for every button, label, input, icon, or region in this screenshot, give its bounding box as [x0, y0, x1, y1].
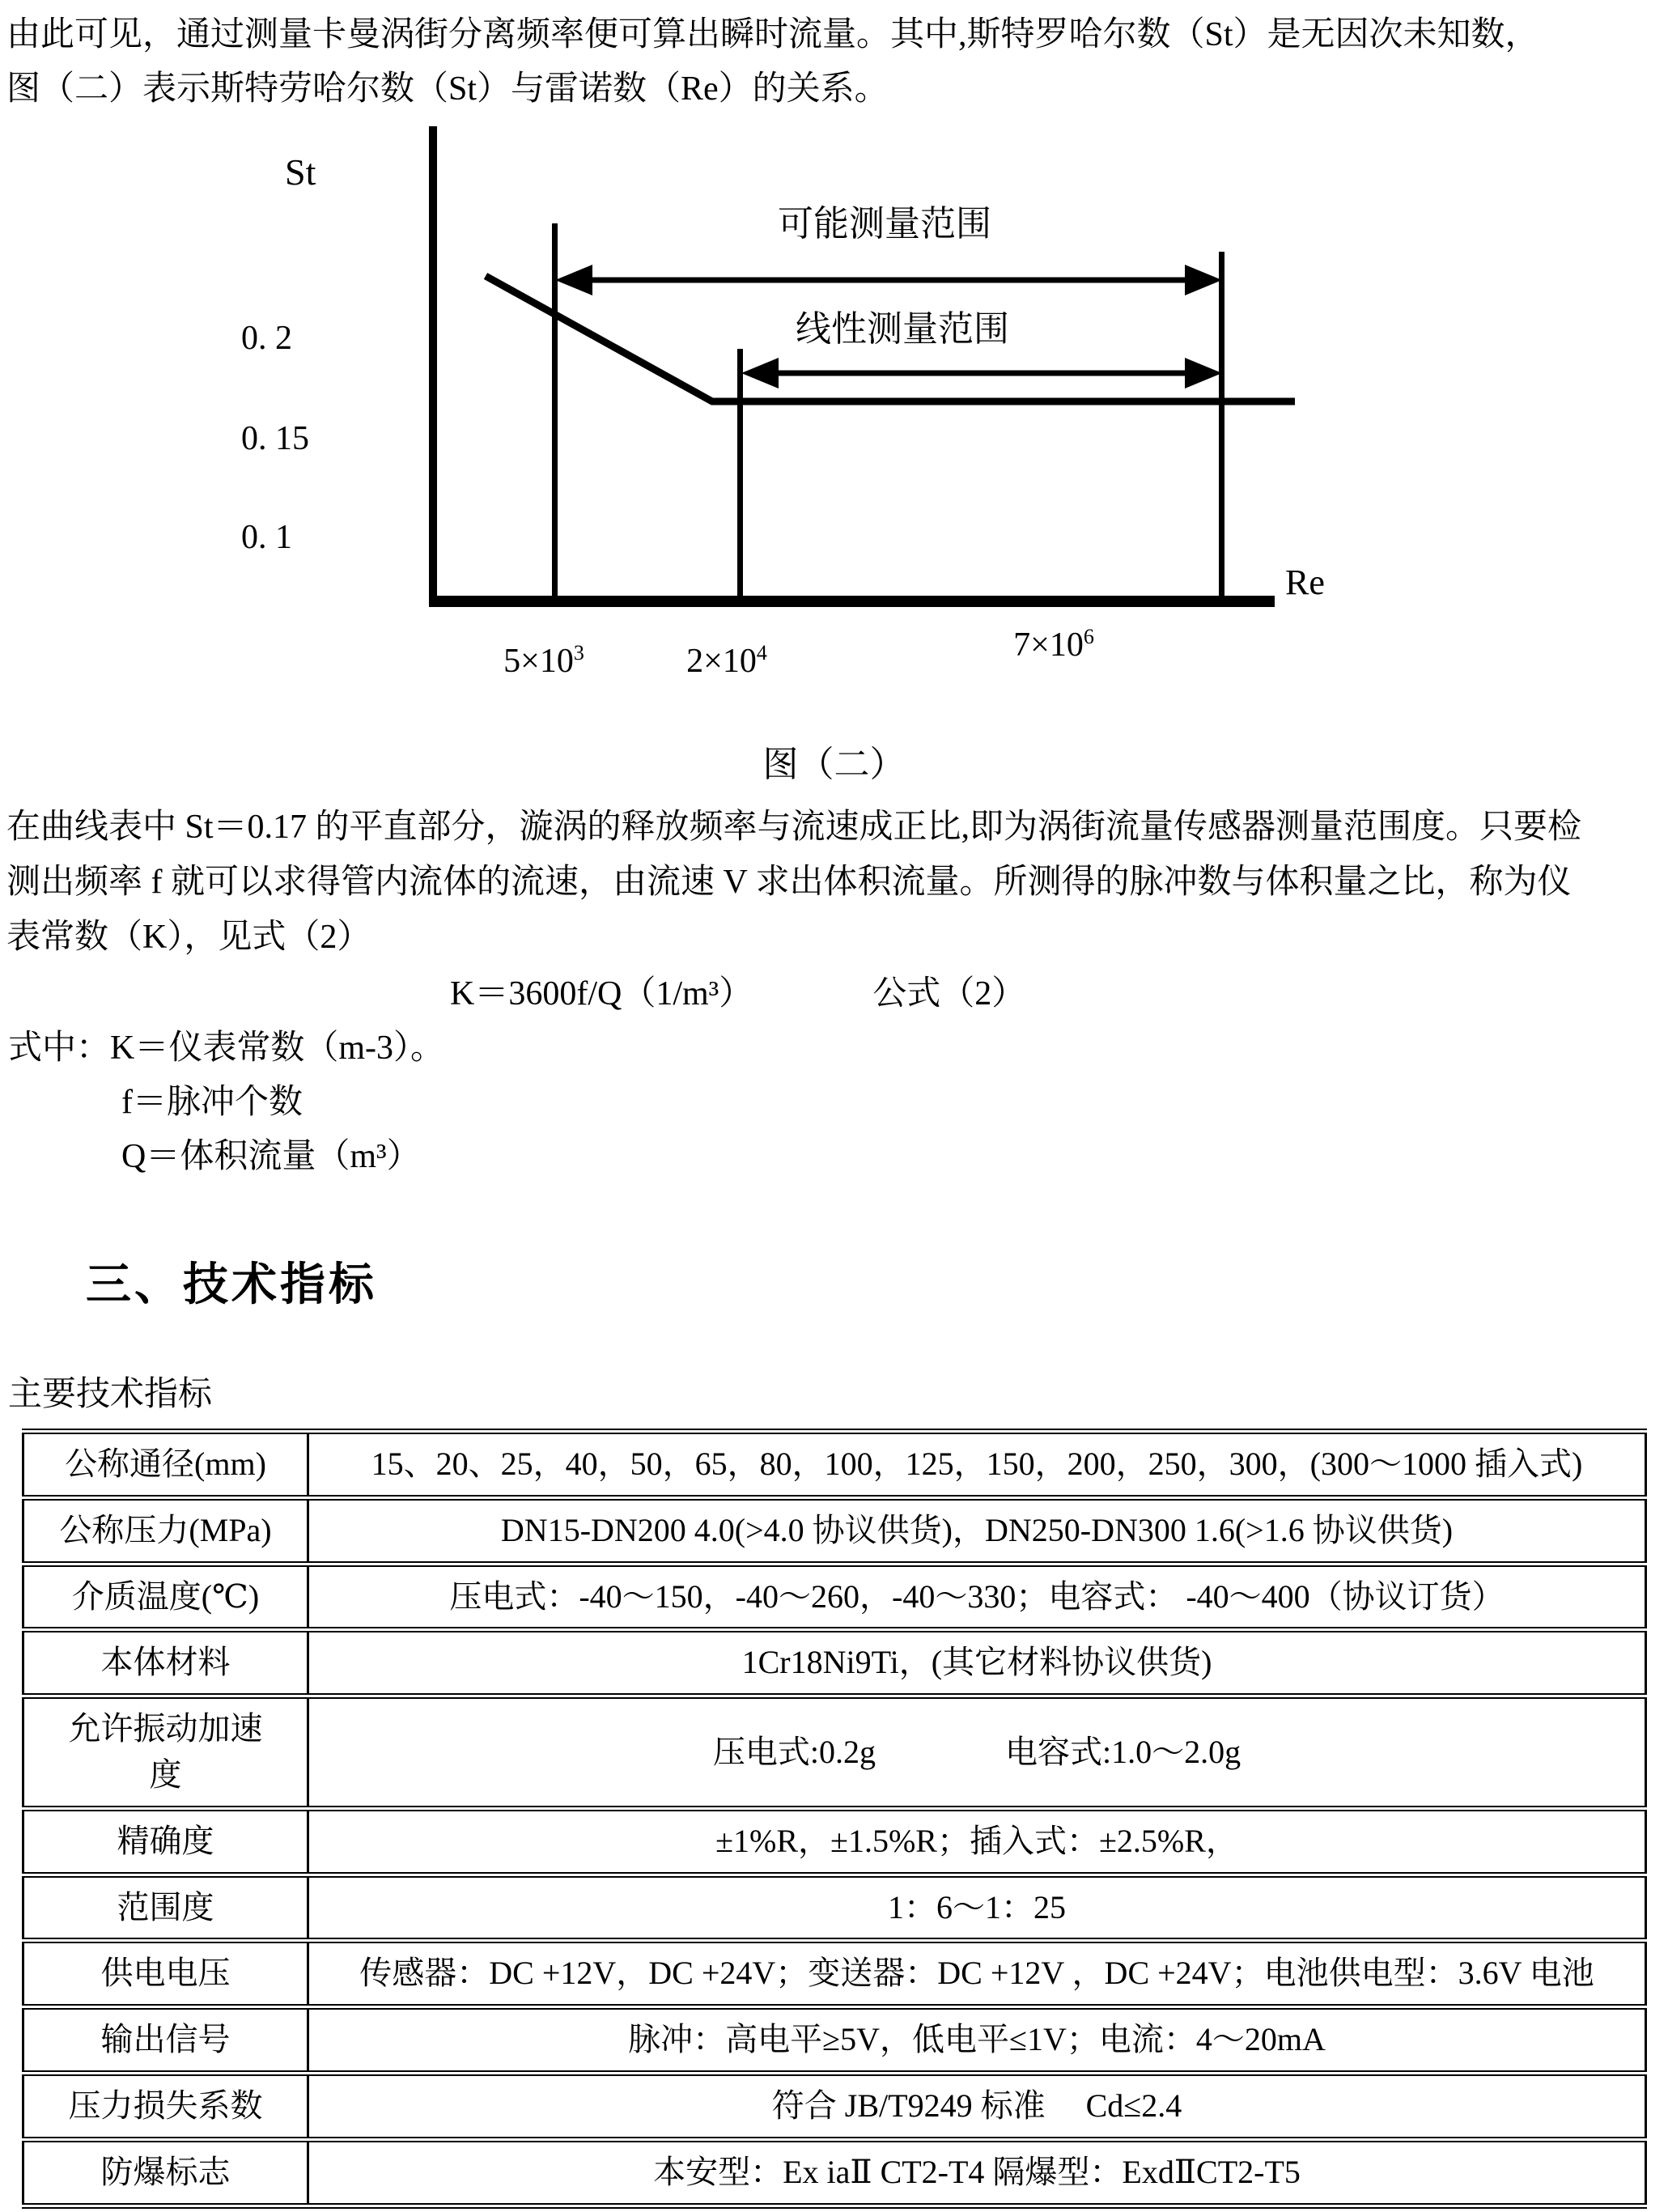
table-row — [23, 1432, 1646, 1498]
row-label: 防爆标志 — [100, 2153, 231, 2190]
row-value: 本安型：Ex iaⅡ CT2-T4 隔爆型：ExdⅡCT2-T5 — [308, 2139, 1646, 2206]
body-line-1: 在曲线表中 St＝0.17 的平直部分，漩涡的释放频率与流速成正比,即为涡街流量传感器测量范围度。只要检 — [6, 809, 1582, 846]
row-label: 范围度 — [117, 1888, 214, 1925]
x-tick-7e6: $7\times 10^6$ — [1013, 625, 1094, 664]
formula-number: 公式（2） — [872, 975, 1026, 1013]
row-label: 供电电压 — [100, 1955, 231, 1992]
possible-range-label: 可能测量范围 — [778, 204, 991, 244]
table-row — [23, 2139, 1646, 2206]
y-tick-0-2: 0. 2 — [241, 320, 292, 357]
row-value: 压电式：-40～150，-40～260，-40～330；电容式： -40～400（协议订货） — [308, 1564, 1646, 1630]
table-row — [23, 1564, 1646, 1630]
linear-range-label: 线性测量范围 — [796, 309, 1009, 349]
x-axis-title: Re — [1285, 563, 1325, 602]
y-tick-0-15: 0. 15 — [241, 420, 309, 457]
row-value: 1：6～1：25 — [308, 1874, 1646, 1941]
row-label: 公称通径(mm) — [65, 1446, 266, 1482]
x-tick-2e4: $2\times 10^4$ — [686, 641, 767, 680]
symbol-definitions — [0, 1021, 1668, 1184]
row-label: 介质温度(℃) — [71, 1577, 260, 1615]
definition-f: f＝脉冲个数 — [121, 1084, 303, 1121]
table-row — [23, 1941, 1646, 2007]
row-label: 压力损失系数 — [68, 2087, 263, 2124]
table-row — [23, 1874, 1646, 1941]
spec-table — [22, 1429, 1647, 2209]
row-value: ±1%R，±1.5%R；插入式：±2.5%R， — [308, 1808, 1646, 1874]
table-subtitle: 主要技术指标 — [8, 1376, 213, 1413]
row-label: 公称压力(MPa) — [59, 1511, 272, 1548]
intro-line-1: 由此可见，通过测量卡曼涡街分离频率便可算出瞬时流量。其中,斯特罗哈尔数（St）是无因次未知数， — [6, 16, 1539, 53]
row-value: 脉冲：高电平≥5V，低电平≤1V；电流：4～20mA — [308, 2007, 1646, 2074]
body-paragraph — [0, 787, 1668, 965]
row-value: 压电式:0.2g 电容式:1.0～2.0g — [308, 1696, 1646, 1809]
row-label: 输出信号 — [100, 2021, 231, 2058]
row-value: 1Cr18Ni9Ti，(其它材料协议供货) — [308, 1630, 1646, 1696]
row-label: 精确度 — [117, 1822, 214, 1859]
row-value: 传感器：DC +12V，DC +24V；变送器：DC +12V ，DC +24V；电池供电型：3.6V 电池 — [308, 1941, 1646, 2007]
row-label: 允许振动加速度 — [68, 1710, 263, 1793]
table-row — [23, 2007, 1646, 2074]
body-line-2: 测出频率 f 就可以求得管内流体的流速，由流速 V 求出体积流量。所测得的脉冲数与体积量之比，称为仪 — [6, 864, 1572, 901]
definition-k: 式中：K＝仪表常数（m-3）。 — [8, 1030, 444, 1067]
table-row — [23, 1696, 1646, 1809]
table-row — [23, 1497, 1646, 1564]
section-heading: 三、技术指标 — [86, 1259, 377, 1310]
body-line-3: 表常数（K），见式（2） — [6, 919, 371, 956]
x-tick-5e3: $5\times 10^3$ — [503, 641, 584, 680]
row-value: 15、20、25，40，50，65，80，100，125，150，200，250，300，(300～1000 插入式) — [308, 1432, 1646, 1498]
table-row — [23, 1808, 1646, 1874]
y-tick-0-1: 0. 1 — [241, 519, 292, 556]
row-value: 符合 JB/T9249 标准 Cd≤2.4 — [308, 2073, 1646, 2139]
definition-q: Q＝体积流量（m³） — [121, 1138, 421, 1175]
row-label: 本体材料 — [100, 1644, 231, 1681]
intro-paragraph — [0, 0, 1668, 117]
strouhal-reynolds-chart — [0, 118, 1668, 694]
table-row — [23, 2073, 1646, 2139]
table-row — [23, 1630, 1646, 1696]
formula-expression: K＝3600f/Q（1/m³） — [450, 975, 753, 1013]
formula-row — [0, 966, 1668, 1021]
row-value: DN15-DN200 4.0(>4.0 协议供货)，DN250-DN300 1.6(>1.6 协议供货) — [308, 1497, 1646, 1564]
y-axis-title: St — [285, 151, 316, 193]
figure-caption: 图（二） — [762, 745, 906, 784]
intro-line-2: 图（二）表示斯特劳哈尔数（St）与雷诺数（Re）的关系。 — [6, 70, 889, 108]
